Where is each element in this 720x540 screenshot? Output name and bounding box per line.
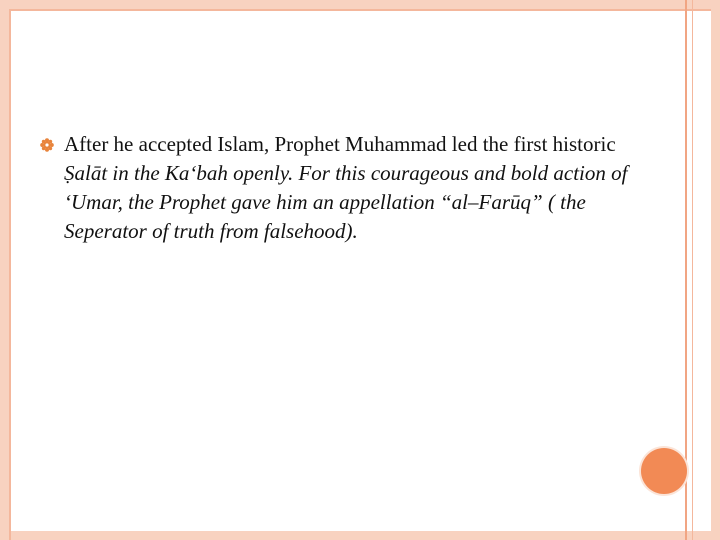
bullet-item [40, 130, 630, 246]
paragraph-normal-text: After he accepted Islam, Prophet Muhammad led the first historic [64, 132, 616, 156]
slide-content [40, 130, 630, 246]
bullet-paragraph [64, 130, 630, 246]
slide-inner-border [9, 9, 711, 540]
decorative-circle [641, 448, 687, 494]
right-vertical-rule [685, 0, 687, 540]
right-vertical-rule-thin [692, 0, 693, 540]
paragraph-italic-text: Ṣalāt in the Ka‘bah openly. For this courageous and bold action of ‘Umar, the Prophet gave him an appellation “al–Farūq” ( the Seperator of truth from falsehood). [64, 161, 628, 243]
gear-flower-icon [40, 138, 54, 152]
